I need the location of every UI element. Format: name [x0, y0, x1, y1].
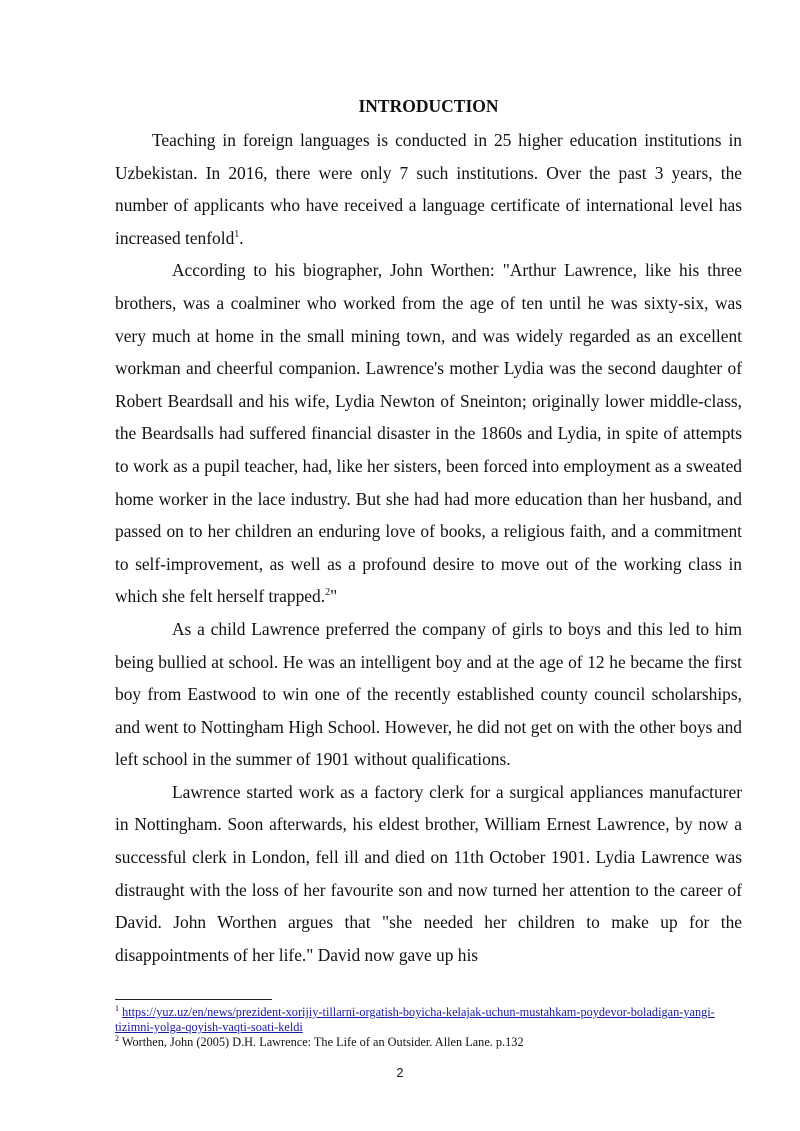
- paragraph-4: [115, 776, 742, 972]
- paragraph-2-text: According to his biographer, John Worthen: "Arthur Lawrence, like his three brothers, was a coalminer who worked from the age of ten until he was sixty-six, was very much at home in the small mining town, and was widely regarded as an excellent workman and cheerful companion. Lawrence's mother Lydia was the second daughter of Robert Beardsall and his wife, Lydia Newton of Sneinton; originally lower middle-class, the Beardsalls had suffered financial disaster in the 1860s and Lydia, in spite of attempts to work as a pupil teacher, had, like her sisters, been forced into employment as a sweated home worker in the lace industry. But she had had more education than her husband, and passed on to her children an enduring love of books, a religious faith, and a commitment to self-improvement, as well as a profound desire to move out of the working class in which she felt herself trapped.: [115, 260, 742, 607]
- paragraph-2: [115, 254, 742, 613]
- footnote-1-marker: 1: [115, 1003, 119, 1013]
- paragraph-4-text: Lawrence started work as a factory clerk for a surgical appliances manufacturer in Nottingham. Soon afterwards, his eldest brother, William Ernest Lawrence, by now a successful clerk in London, fell ill and died on 11th October 1901. Lydia Lawrence was distraught with the loss of her favourite son and now turned her attention to the career of David. John Worthen argues that "she needed her children to make up for the disappointments of her life." David now gave up his: [115, 781, 742, 965]
- footnote-separator: [115, 999, 272, 1000]
- page-number: 2: [396, 1066, 404, 1080]
- paragraph-3-text: As a child Lawrence preferred the company of girls to boys and this led to him being bullied at school. He was an intelligent boy and at the age of 12 he became the first boy from Eastwood to win one of the recently established county council scholarships, and went to Nottingham High School. However, he did not get on with the other boys and left school in the summer of 1901 without qualifications.: [115, 618, 742, 770]
- page-title: INTRODUCTION: [358, 96, 499, 116]
- footnote-1-link[interactable]: https://yuz.uz/en/news/prezident-xorijiy-tillarni-orgatish-boyicha-kelajak-uchun-mustahkam-poydevor-boladigan-yangi-tizimni-yolga-qoyish-vaqti-soati-keldi: [115, 1005, 715, 1034]
- footnote-2: [115, 1035, 742, 1050]
- footnote-ref-1[interactable]: 1: [234, 228, 240, 240]
- footnotes: [115, 1005, 742, 1050]
- paragraph-1-text: Teaching in foreign languages is conducted in 25 higher education institutions in Uzbekistan. In 2016, there were only 7 such institutions. Over the past 3 years, the number of applicants who have received a language certificate of international level has increased tenfold: [115, 130, 742, 248]
- footnote-2-text: Worthen, John (2005) D.H. Lawrence: The Life of an Outsider. Allen Lane. p.132: [121, 1035, 524, 1049]
- paragraph-2-tail: ": [330, 586, 338, 607]
- paragraph-1: [115, 124, 742, 254]
- footnote-2-marker: 2: [115, 1033, 119, 1043]
- footnote-ref-2[interactable]: 2: [325, 587, 331, 599]
- body-text: [115, 124, 742, 971]
- footnote-1: [115, 1005, 742, 1035]
- paragraph-3: [115, 613, 742, 776]
- paragraph-1-tail: .: [239, 227, 244, 248]
